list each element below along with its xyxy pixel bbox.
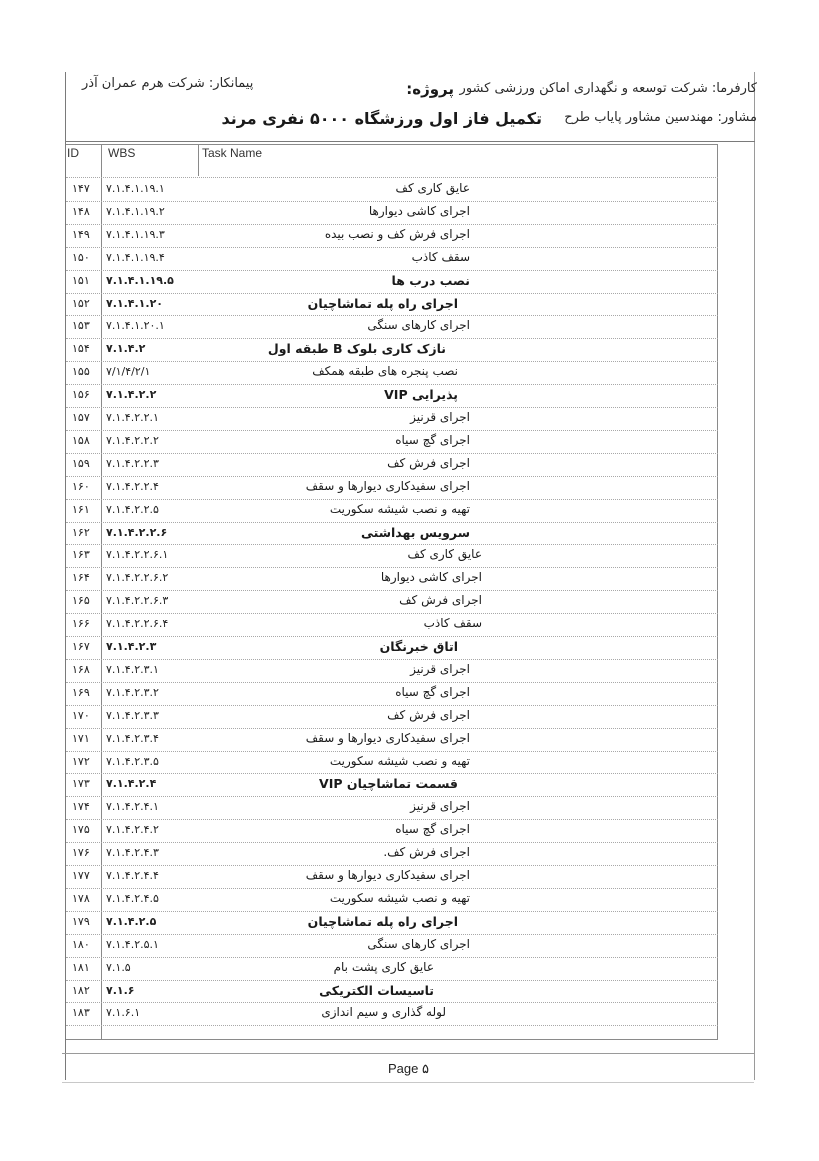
header-contractor: پیمانکار: شرکت هرم عمران آذر bbox=[82, 76, 254, 91]
task-wbs: ۷.۱.۴.۲.۲.۶.۲ bbox=[106, 571, 169, 585]
footer-bottom-rule bbox=[62, 1082, 754, 1083]
task-id: ۱۵۵ bbox=[72, 365, 90, 379]
row-separator bbox=[66, 1025, 718, 1026]
task-id: ۱۸۱ bbox=[72, 960, 90, 974]
task-id: ۱۴۸ bbox=[72, 204, 90, 218]
table-row bbox=[66, 384, 718, 407]
table-row bbox=[66, 980, 718, 1003]
task-id: ۱۵۰ bbox=[72, 250, 90, 264]
task-name: قسمت تماشاچیان VIP bbox=[319, 776, 458, 792]
footer-top-rule bbox=[62, 1053, 754, 1054]
task-id: ۱۸۲ bbox=[72, 983, 90, 997]
task-name: اجرای قرنیز bbox=[410, 410, 470, 424]
table-row bbox=[66, 957, 718, 980]
task-wbs: ۷.۱.۴.۲.۴.۵ bbox=[106, 891, 159, 905]
task-wbs: ۷.۱.۴.۲ bbox=[106, 342, 146, 356]
task-wbs: ۷.۱.۴.۲.۵ bbox=[106, 914, 157, 928]
task-id: ۱۷۸ bbox=[72, 891, 90, 905]
task-wbs: ۷.۱.۴.۲.۴.۳ bbox=[106, 846, 159, 860]
task-id: ۱۵۸ bbox=[72, 433, 90, 447]
task-wbs: ۷.۱.۴.۲.۴.۱ bbox=[106, 800, 159, 814]
task-wbs: ۷.۱.۴.۲.۵.۱ bbox=[106, 937, 159, 951]
task-id: ۱۵۶ bbox=[72, 388, 90, 402]
task-wbs: ۷.۱.۴.۱.۱۹.۳ bbox=[106, 227, 165, 241]
task-wbs: ۷.۱.۴.۲.۳.۱ bbox=[106, 662, 159, 676]
task-wbs: ۷.۱.۴.۲.۴.۲ bbox=[106, 823, 159, 837]
task-id: ۱۷۶ bbox=[72, 846, 90, 860]
task-name: اتاق خبرنگان bbox=[379, 639, 458, 654]
task-name: پذیرایی VIP bbox=[384, 387, 458, 403]
table-row bbox=[66, 590, 718, 613]
task-wbs: ۷.۱.۴.۲.۲.۱ bbox=[106, 411, 159, 424]
task-id: ۱۷۲ bbox=[72, 754, 90, 768]
task-id: ۱۶۸ bbox=[72, 662, 90, 676]
task-wbs: ۷.۱.۴.۲.۲.۳ bbox=[106, 456, 159, 470]
task-name: تهیه و نصب شیشه سکوریت bbox=[329, 890, 470, 905]
task-name: سقف کاذب bbox=[423, 616, 482, 631]
table-row bbox=[66, 293, 718, 316]
task-wbs: ۷.۱.۴.۲.۳.۳ bbox=[106, 708, 159, 722]
task-id: ۱۷۳ bbox=[72, 777, 90, 791]
task-wbs: ۷.۱.۴.۲.۲.۶.۴ bbox=[106, 617, 169, 631]
task-name: اجرای راه پله تماشاچیان bbox=[307, 913, 458, 929]
task-name: نصب درب ها bbox=[391, 272, 470, 288]
task-id: ۱۵۹ bbox=[72, 456, 90, 470]
table-row bbox=[66, 934, 718, 957]
table-row bbox=[66, 842, 718, 865]
task-wbs: ۷.۱.۴.۲.۲.۲ bbox=[106, 433, 159, 447]
task-id: ۱۷۵ bbox=[72, 823, 90, 837]
task-name: تاسیسات الکتریکی bbox=[319, 982, 434, 998]
task-wbs: ۷.۱.۴.۲.۳.۵ bbox=[106, 754, 159, 768]
task-wbs: ۷.۱.۴.۲.۲.۶.۳ bbox=[106, 594, 169, 608]
task-wbs: ۷.۱.۴.۲.۲.۶.۱ bbox=[106, 548, 169, 562]
task-name: اجرای قرنیز bbox=[410, 799, 470, 814]
table-row bbox=[66, 499, 718, 522]
column-header-wbs: WBS bbox=[108, 146, 136, 160]
table-row bbox=[66, 315, 718, 338]
task-wbs: ۷.۱.۴.۲.۲.۴ bbox=[106, 479, 159, 493]
header-project-title: تکمیل فاز اول ورزشگاه ۵۰۰۰ نفری مرند bbox=[221, 109, 542, 128]
task-id: ۱۵۱ bbox=[72, 273, 90, 287]
task-name: اجرای فرش کف bbox=[387, 707, 470, 722]
table-row bbox=[66, 407, 718, 430]
task-name: اجرای کاشی دیوارها bbox=[380, 570, 482, 585]
task-name: اجرای سفیدکاری دیوارها و سقف bbox=[305, 868, 470, 882]
task-name: اجرای سفیدکاری دیوارها و سقف bbox=[305, 478, 470, 493]
task-wbs: ۷.۱.۴.۲.۴.۴ bbox=[106, 869, 159, 882]
wbs-column-divider bbox=[198, 144, 199, 176]
table-row bbox=[66, 270, 718, 293]
task-name: اجرای گچ سیاه bbox=[395, 684, 470, 699]
task-id: ۱۶۲ bbox=[72, 525, 90, 539]
task-id: ۱۶۹ bbox=[72, 685, 90, 699]
task-id: ۱۸۰ bbox=[72, 937, 90, 951]
task-wbs: ۷.۱.۴.۲.۳.۲ bbox=[106, 685, 159, 699]
task-id: ۱۶۳ bbox=[72, 548, 90, 562]
task-wbs: ۷.۱.۴.۱.۱۹.۲ bbox=[106, 204, 165, 218]
task-name: تهیه و نصب شیشه سکوریت bbox=[329, 501, 470, 516]
task-name: اجرای گچ سیاه bbox=[395, 822, 470, 837]
task-name: تهیه و نصب شیشه سکوریت bbox=[329, 753, 470, 768]
table-row bbox=[66, 567, 718, 590]
table-row bbox=[66, 201, 718, 224]
task-wbs: ۷.۱.۴.۱.۱۹.۵ bbox=[106, 273, 174, 287]
task-wbs: ۷.۱.۴.۱.۲۰ bbox=[106, 296, 163, 310]
task-name: نصب پنجره های طبقه همکف bbox=[312, 364, 458, 379]
task-id: ۱۶۶ bbox=[72, 617, 90, 631]
table-row bbox=[66, 430, 718, 453]
table-row bbox=[66, 1002, 718, 1025]
page-number: Page ۵ bbox=[388, 1061, 429, 1076]
task-name: لوله گذاری و سیم اندازی bbox=[321, 1005, 446, 1020]
task-name: عایق کاری کف bbox=[407, 547, 482, 562]
task-name: اجرای قرنیز bbox=[410, 661, 470, 676]
task-wbs: ۷.۱.۴.۲.۲.۶ bbox=[106, 525, 168, 539]
task-name: عایق کاری کف bbox=[395, 181, 470, 195]
table-row bbox=[66, 178, 718, 201]
header-bottom-rule bbox=[65, 141, 755, 142]
table-row bbox=[66, 453, 718, 476]
column-header-task-name: Task Name bbox=[202, 146, 263, 160]
table-row bbox=[66, 476, 718, 499]
table-row bbox=[66, 705, 718, 728]
table-row bbox=[66, 773, 718, 796]
task-wbs: ۷/۱/۴/۲/۱ bbox=[106, 365, 151, 379]
table-row bbox=[66, 247, 718, 270]
table-row bbox=[66, 911, 718, 934]
task-name: اجرای سفیدکاری دیوارها و سقف bbox=[305, 730, 470, 745]
task-id: ۱۶۰ bbox=[72, 479, 90, 493]
header-client: کارفرما: شرکت توسعه و نگهداری اماکن ورزشی کشور bbox=[459, 81, 757, 96]
task-id: ۱۶۷ bbox=[72, 640, 90, 653]
task-id: ۱۶۱ bbox=[72, 502, 90, 516]
task-id: ۱۵۳ bbox=[72, 319, 90, 333]
table-top-border bbox=[66, 144, 718, 145]
task-id: ۱۵۴ bbox=[72, 342, 90, 356]
table-row bbox=[66, 888, 718, 911]
task-name: اجرای فرش کف bbox=[387, 455, 470, 470]
table-row bbox=[66, 796, 718, 819]
task-name: سقف کاذب bbox=[411, 249, 470, 264]
task-name: سرویس بهداشتی bbox=[360, 524, 470, 540]
task-name: نازک کاری بلوک B طبقه اول bbox=[267, 341, 446, 357]
table-row bbox=[66, 751, 718, 774]
task-wbs: ۷.۱.۴.۲.۲.۵ bbox=[106, 502, 159, 516]
task-id: ۱۵۲ bbox=[72, 296, 90, 310]
table-row bbox=[66, 659, 718, 682]
task-name: اجرای کاشی دیوارها bbox=[368, 203, 470, 218]
task-id: ۱۷۴ bbox=[72, 800, 90, 814]
task-wbs: ۷.۱.۴.۱.۲۰.۱ bbox=[106, 319, 165, 333]
task-wbs: ۷.۱.۴.۱.۱۹.۴ bbox=[106, 250, 165, 264]
task-wbs: ۷.۱.۴.۲.۴ bbox=[106, 777, 157, 791]
table-row bbox=[66, 613, 718, 636]
task-id: ۱۵۷ bbox=[72, 411, 90, 424]
table-bottom-border bbox=[66, 1039, 718, 1040]
task-name: اجرای گچ سیاه bbox=[395, 432, 470, 447]
task-id: ۱۴۹ bbox=[72, 227, 90, 241]
table-row bbox=[66, 865, 718, 888]
table-row bbox=[66, 819, 718, 842]
table-row bbox=[66, 361, 718, 384]
task-wbs: ۷.۱.۴.۱.۱۹.۱ bbox=[106, 182, 165, 195]
task-name: اجرای راه پله تماشاچیان bbox=[307, 295, 458, 311]
task-wbs: ۷.۱.۶ bbox=[106, 983, 135, 997]
task-wbs: ۷.۱.۴.۲.۲ bbox=[106, 388, 157, 402]
task-id: ۱۷۷ bbox=[72, 869, 90, 882]
task-name: اجرای فرش کف. bbox=[383, 845, 470, 860]
task-name: عایق کاری پشت بام bbox=[333, 959, 434, 974]
task-wbs: ۷.۱.۵ bbox=[106, 960, 131, 974]
task-id: ۱۸۳ bbox=[72, 1006, 90, 1020]
task-name: اجرای فرش کف bbox=[399, 593, 482, 608]
column-header-id: ID bbox=[67, 146, 79, 160]
header-consultant: مشاور: مهندسین مشاور پایاب طرح bbox=[564, 110, 757, 125]
task-id: ۱۷۰ bbox=[72, 708, 90, 722]
task-wbs: ۷.۱.۴.۲.۳.۴ bbox=[106, 731, 159, 745]
table-row bbox=[66, 682, 718, 705]
task-id: ۱۶۴ bbox=[72, 571, 90, 585]
task-wbs: ۷.۱.۴.۲.۳ bbox=[106, 640, 157, 653]
table-row bbox=[66, 636, 718, 659]
header-project-label: پروژه: bbox=[406, 80, 454, 98]
table-row bbox=[66, 338, 718, 361]
task-name: اجرای فرش کف و نصب بیده bbox=[324, 226, 470, 241]
task-id: ۱۷۱ bbox=[72, 731, 90, 745]
task-name: اجرای کارهای سنگی bbox=[367, 936, 470, 951]
task-id: ۱۷۹ bbox=[72, 914, 90, 928]
frame-right-border bbox=[754, 72, 755, 1080]
task-id: ۱۴۷ bbox=[72, 182, 90, 195]
task-name: اجرای کارهای سنگی bbox=[367, 318, 470, 333]
table-row bbox=[66, 224, 718, 247]
table-row bbox=[66, 522, 718, 545]
task-id: ۱۶۵ bbox=[72, 594, 90, 608]
task-wbs: ۷.۱.۶.۱ bbox=[106, 1006, 141, 1020]
table-row bbox=[66, 544, 718, 567]
table-row bbox=[66, 728, 718, 751]
